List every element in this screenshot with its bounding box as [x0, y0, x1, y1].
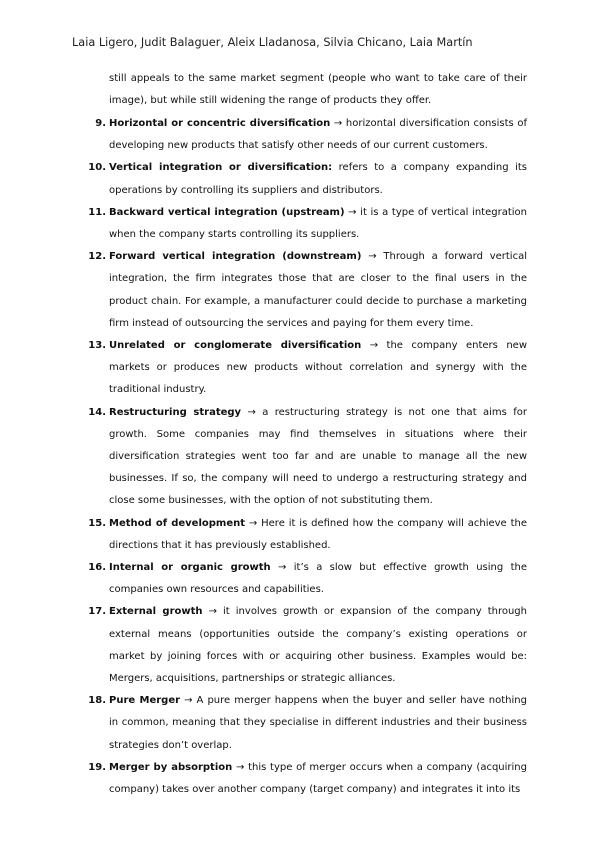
page-header-authors: Laia Ligero, Judit Balaguer, Aleix Lladanosa, Silvia Chicano, Laia Martín	[72, 36, 473, 49]
item-text: → a restructuring strategy is not one that aims for growth. Some companies may find themselves in situations where their diversification strategies went too far and are unable to manage all the new businesses. If so, the company will need to undergo a restructuring strategy and close some businesses, with the option of not substituting them.	[109, 406, 527, 507]
item-text: → it’s a slow but effective growth using the companies own resources and capabilities.	[109, 562, 527, 596]
list-item	[80, 557, 527, 601]
list-item	[80, 402, 527, 513]
list-item	[80, 202, 527, 246]
definition-list	[80, 113, 527, 801]
list-item	[80, 513, 527, 557]
item-text: → it is a type of vertical integration when the company starts controlling its suppliers.	[109, 206, 527, 241]
list-item	[80, 601, 527, 690]
item-text: → Here it is defined how the company will achieve the directions that it has previously established.	[109, 517, 527, 551]
list-item	[80, 113, 527, 157]
item-number: 12.	[88, 251, 106, 263]
item-text: refers to a company expanding its operations by controlling its suppliers and distributors.	[109, 162, 528, 196]
item-term: External growth	[109, 606, 203, 618]
item-term: Restructuring strategy	[109, 406, 242, 418]
item-text: → the company enters new markets or produces new products without correlation and synergy with the traditional industry.	[109, 340, 527, 396]
list-item	[80, 157, 527, 201]
item-text: → this type of merger occurs when a company (acquiring company) takes over another company (target company) and integrates it into its	[109, 761, 527, 796]
item-term: Unrelated or conglomerate diversification	[109, 340, 362, 352]
item-term: Method of development	[109, 517, 246, 529]
list-item	[80, 757, 527, 801]
list-item	[80, 246, 527, 335]
item-number: 13.	[88, 340, 106, 352]
item-number: 18.	[88, 695, 106, 707]
item-number: 16.	[88, 562, 106, 574]
item-term: Horizontal or concentric diversification	[109, 118, 331, 129]
continued-paragraph: still appeals to the same market segment (people who want to take care of their image), but while still widening the range of products they offer.	[109, 73, 527, 107]
item-term: Merger by absorption	[109, 761, 233, 773]
item-term: Internal or organic growth	[109, 562, 271, 574]
item-term: Backward vertical integration (upstream)	[109, 206, 345, 218]
item-text: → it involves growth or expansion of the company through external means (opportunities outside the company’s existing operations or market by joining forces with or acquiring other business. Examples would be: Mergers, acquisitions, partnerships or strategic alliances.	[109, 606, 527, 685]
list-item	[80, 690, 527, 757]
item-number: 17.	[88, 606, 106, 618]
item-number: 11.	[88, 206, 106, 218]
item-number: 9.	[95, 118, 106, 129]
item-term: Pure Merger	[109, 695, 181, 707]
list-item	[80, 335, 527, 402]
item-number: 15.	[88, 517, 106, 529]
item-text: → A pure merger happens when the buyer and seller have nothing in common, meaning that they specialise in different industries and their business strategies don’t overlap.	[109, 695, 527, 751]
item-number: 19.	[88, 761, 106, 773]
item-term: Forward vertical integration (downstream)	[109, 251, 362, 263]
item-text: → horizontal diversification consists of developing new products that satisfy other needs of our current customers.	[109, 118, 527, 152]
item-text: → Through a forward vertical integration, the firm integrates those that are closer to the final users in the product chain. For example, a manufacturer could decide to purchase a marketing firm instead of outsourcing the services and paying for them every time.	[109, 251, 527, 329]
item-number: 10.	[88, 162, 106, 174]
item-term: Vertical integration or diversification:	[109, 162, 333, 174]
item-number: 14.	[88, 406, 106, 418]
